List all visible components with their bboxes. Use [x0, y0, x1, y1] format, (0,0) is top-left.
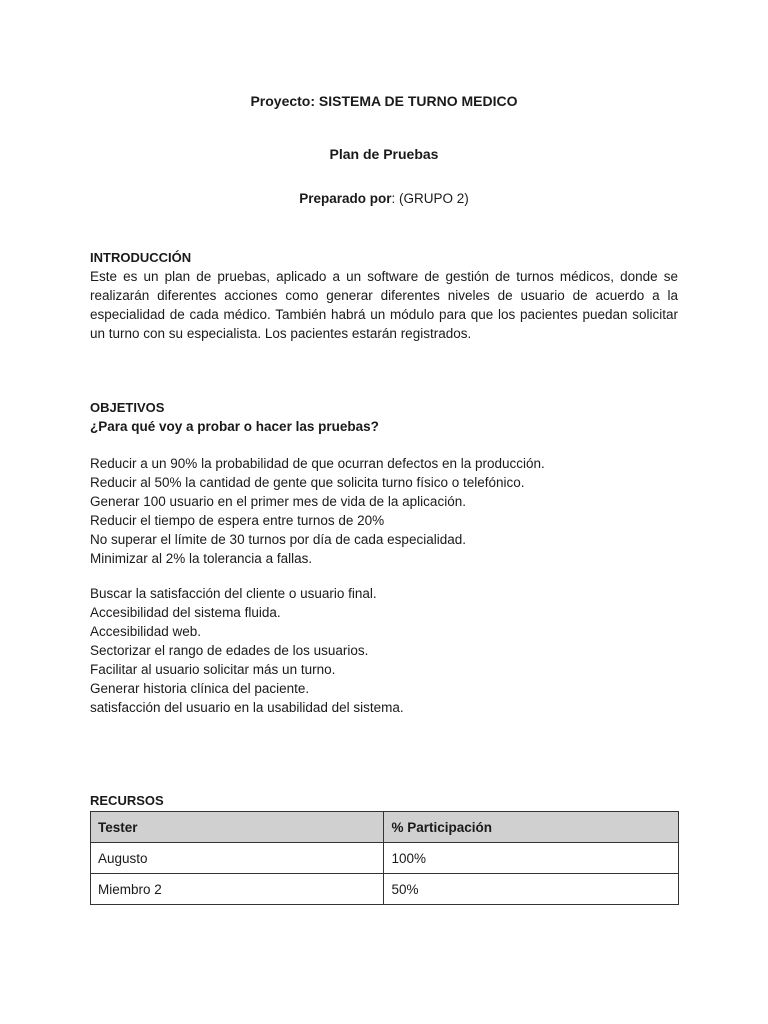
column-header-participation: % Participación: [384, 812, 679, 843]
objectives-list-secondary: [90, 584, 678, 717]
table-row: [91, 874, 679, 905]
list-item: Facilitar al usuario solicitar más un turno.: [90, 662, 336, 677]
introduction-text: Este es un plan de pruebas, aplicado a un software de gestión de turnos médicos, donde se realizarán diferentes acciones como generar diferentes niveles de usuario de acuerdo a la especialidad de cada médico. También habrá un módulo para que los pacientes puedan solicitar un turno con su especialista. Los pacientes estarán registrados.: [90, 269, 678, 341]
prepared-value: : (GRUPO 2): [391, 191, 469, 206]
list-item: Sectorizar el rango de edades de los usuarios.: [90, 643, 369, 658]
table-cell-participation: 100%: [384, 843, 679, 874]
introduction-section: [90, 248, 678, 343]
prepared-by: [0, 191, 768, 206]
table-cell-participation: 50%: [384, 874, 679, 905]
objectives-list-primary: [90, 454, 678, 568]
list-item: Generar historia clínica del paciente.: [90, 681, 310, 696]
list-item: satisfacción del usuario en la usabilidad del sistema.: [90, 700, 404, 715]
list-item: Reducir a un 90% la probabilidad de que ocurran defectos en la producción.: [90, 456, 545, 471]
table-cell-tester: Augusto: [91, 843, 384, 874]
project-name: SISTEMA DE TURNO MEDICO: [318, 93, 518, 109]
list-item: Generar 100 usuario en el primer mes de vida de la aplicación.: [90, 494, 466, 509]
table-header-row: [91, 812, 679, 843]
list-item: Buscar la satisfacción del cliente o usuario final.: [90, 586, 377, 601]
list-item: Accesibilidad del sistema fluida.: [90, 605, 281, 620]
introduction-heading: INTRODUCCIÓN: [90, 250, 192, 265]
list-item: Reducir el tiempo de espera entre turnos de 20%: [90, 513, 385, 528]
table-cell-tester: Miembro 2: [91, 874, 384, 905]
prepared-label: Preparado por: [299, 191, 392, 206]
list-item: No superar el límite de 30 turnos por día de cada especialidad.: [90, 532, 466, 547]
objectives-heading: OBJETIVOS: [90, 400, 165, 415]
resources-section: [90, 791, 678, 810]
list-item: Minimizar al 2% la tolerancia a fallas.: [90, 551, 313, 566]
objectives-section: [90, 398, 678, 436]
project-title: [0, 93, 768, 109]
resources-heading: RECURSOS: [90, 793, 164, 808]
column-header-tester: Tester: [91, 812, 384, 843]
project-label: Proyecto:: [250, 93, 316, 109]
resources-table: [90, 811, 679, 905]
document-subtitle: Plan de Pruebas: [329, 146, 439, 162]
list-item: Reducir al 50% la cantidad de gente que solicita turno físico o telefónico.: [90, 475, 525, 490]
table-row: [91, 843, 679, 874]
objectives-question: ¿Para qué voy a probar o hacer las pruebas?: [90, 419, 379, 434]
list-item: Accesibilidad web.: [90, 624, 202, 639]
